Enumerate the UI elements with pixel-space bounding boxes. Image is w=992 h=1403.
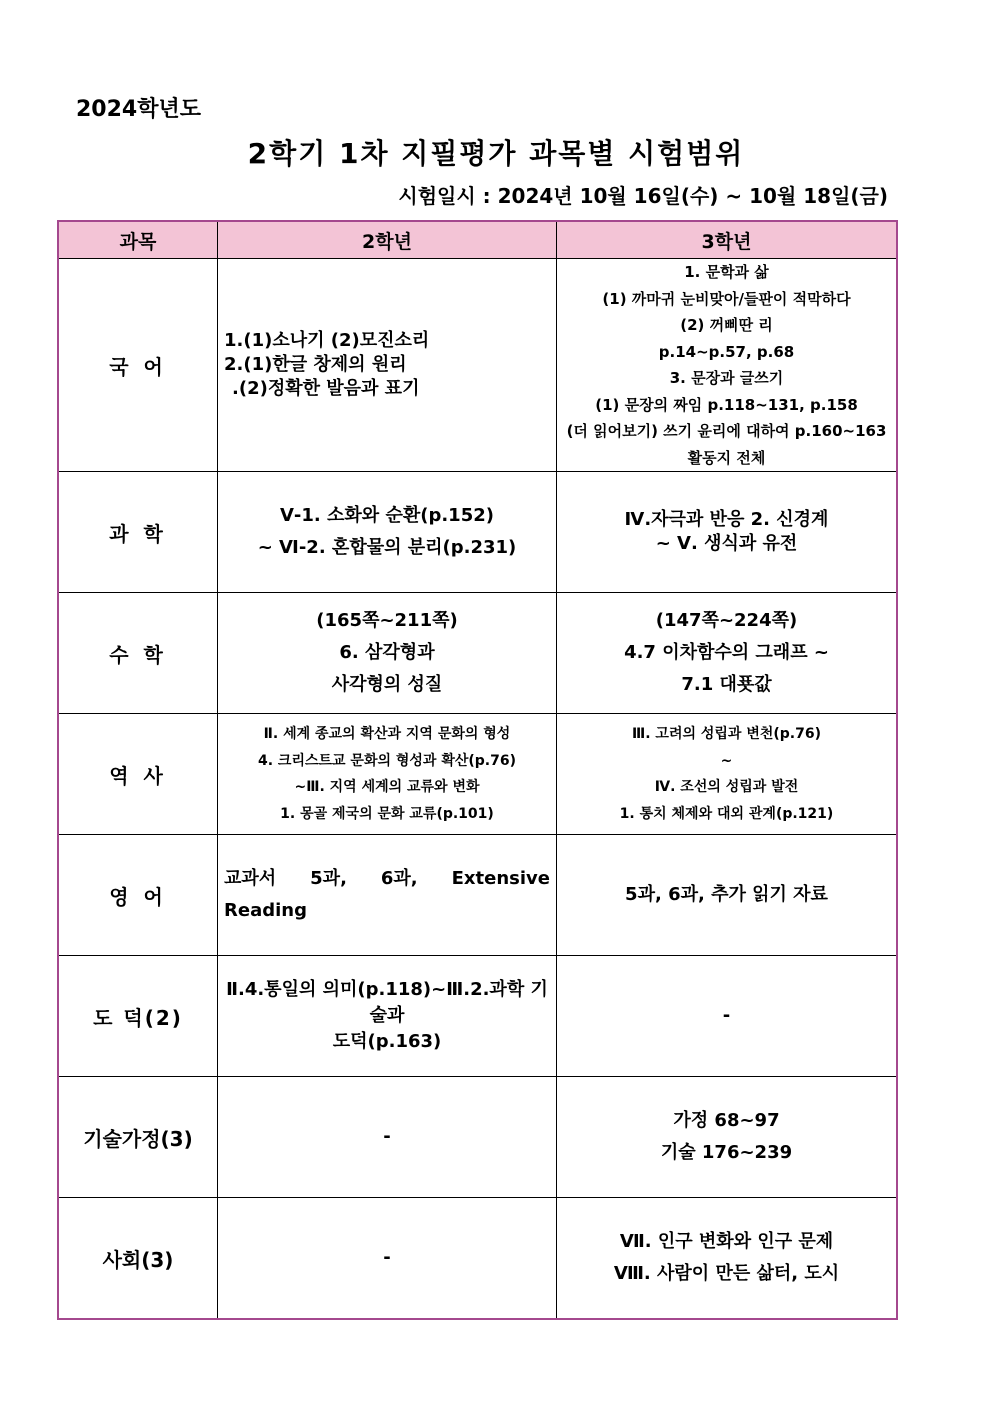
grade3-cell [557,1077,897,1198]
table-row [59,835,897,956]
scope-line: .(2)정확한 발음과 표기 [232,378,420,399]
scope-line: 기술 176~239 [660,1142,793,1163]
table-row [59,593,897,714]
scope-line: p.14~p.57, p.68 [658,342,795,361]
scope-line: Ⅳ. 조선의 성립과 발전 [654,779,799,795]
column-header-grade3: 3학년 [557,222,897,259]
scope-line: (1) 문장의 짜임 p.118~131, p.158 [595,395,858,414]
scope-line: ~ [720,752,733,769]
scope-line: 가정 68~97 [673,1110,780,1131]
scope-line: 교과서 5과, 6과, Extensive Reading [224,868,550,921]
grade3-cell [557,259,897,472]
table-row [59,259,897,472]
scope-line: Ⅴ-1. 소화와 순환(p.152) [280,505,494,526]
scope-line: 3. 문장과 글쓰기 [669,369,784,387]
scope-line: Ⅱ.4.통일의 의미(p.118)~Ⅲ.2.과학 기술과 [226,979,548,1026]
grade3-cell [557,472,897,593]
grade3-cell [557,956,897,1077]
grade2-cell [218,714,557,835]
table-row [59,1077,897,1198]
scope-line: (1) 까마귀 눈비맞아/들판이 적막하다 [602,289,851,308]
school-year: 2024학년도 [76,97,201,122]
scope-line: 1. 문학과 삶 [684,263,769,281]
scope-line: Ⅱ. 세계 종교의 확산과 지역 문화의 형성 [263,726,511,742]
grade2-cell [218,472,557,593]
scope-line: 1. 몽골 제국의 문화 교류(p.101) [280,805,494,822]
scope-line: ~ Ⅴ. 생식과 유전 [655,533,798,554]
grade3-cell [557,835,897,956]
scope-line: - [383,1126,391,1147]
exam-date: 시험일시 : 2024년 10월 16일(수) ~ 10월 18일(금) [398,184,888,208]
subject-cell: 사회(3) [59,1198,218,1319]
grade2-cell [218,835,557,956]
scope-line: 1. 통치 체제와 대외 관계(p.121) [619,805,834,822]
scope-line: 도덕(p.163) [332,1031,442,1052]
scope-line: 4.7 이차함수의 그래프 ~ [624,642,829,663]
subject-cell: 기술가정(3) [59,1077,218,1198]
grade2-cell [218,1077,557,1198]
table-row [59,956,897,1077]
scope-line: 5과, 6과, 추가 읽기 자료 [625,884,828,905]
scope-line: 2.(1)한글 창제의 원리 [224,354,407,375]
column-header-subject: 과목 [59,222,218,259]
grade2-cell [218,1198,557,1319]
scope-line: Ⅲ. 고려의 성립과 변천(p.76) [632,726,821,742]
subject-cell: 도 덕(2) [59,956,218,1077]
scope-line: - [383,1247,391,1268]
subject-cell: 역 사 [59,714,218,835]
scope-line: Ⅶ. 인구 변화와 인구 문제 [619,1231,834,1252]
scope-line: 7.1 대푯값 [681,674,772,695]
scope-line: ~Ⅲ. 지역 세계의 교류와 변화 [294,779,480,795]
column-header-grade2: 2학년 [218,222,557,259]
page-title: 2학기 1차 지필평가 과목별 시험범위 [247,137,745,170]
exam-scope-table [58,221,897,1319]
scope-line: (165쪽~211쪽) [316,610,458,631]
table-row [59,1198,897,1319]
scope-line: (147쪽~224쪽) [655,610,798,631]
scope-line: (더 읽어보기) 쓰기 윤리에 대하여 p.160~163 [566,422,887,440]
subject-cell: 영 어 [59,835,218,956]
scope-line: (2) 꺼삐딴 리 [680,316,773,334]
grade3-cell [557,593,897,714]
grade2-cell [218,593,557,714]
subject-cell: 국 어 [59,259,218,472]
scope-line: Ⅷ. 사람이 만든 삶터, 도시 [613,1263,840,1284]
scope-line: 1.(1)소나기 (2)모진소리 [224,330,430,351]
grade3-cell [557,1198,897,1319]
scope-line: Ⅳ.자극과 반응 2. 신경계 [624,509,829,530]
subject-cell: 과 학 [59,472,218,593]
subject-cell: 수 학 [59,593,218,714]
table-row [59,472,897,593]
scope-line: 활동지 전체 [687,448,766,467]
grade3-cell [557,714,897,835]
scope-line: 사각형의 성질 [331,674,443,695]
table-row [59,714,897,835]
grade2-cell [218,956,557,1077]
table-header-row [59,222,897,259]
scope-line: 6. 삼각형과 [339,642,435,663]
scope-line: ~ Ⅵ-2. 혼합물의 분리(p.231) [257,537,517,558]
scope-line: 4. 크리스트교 문화의 형성과 확산(p.76) [258,752,516,769]
scope-line: - [722,1005,731,1026]
grade2-cell [218,259,557,472]
